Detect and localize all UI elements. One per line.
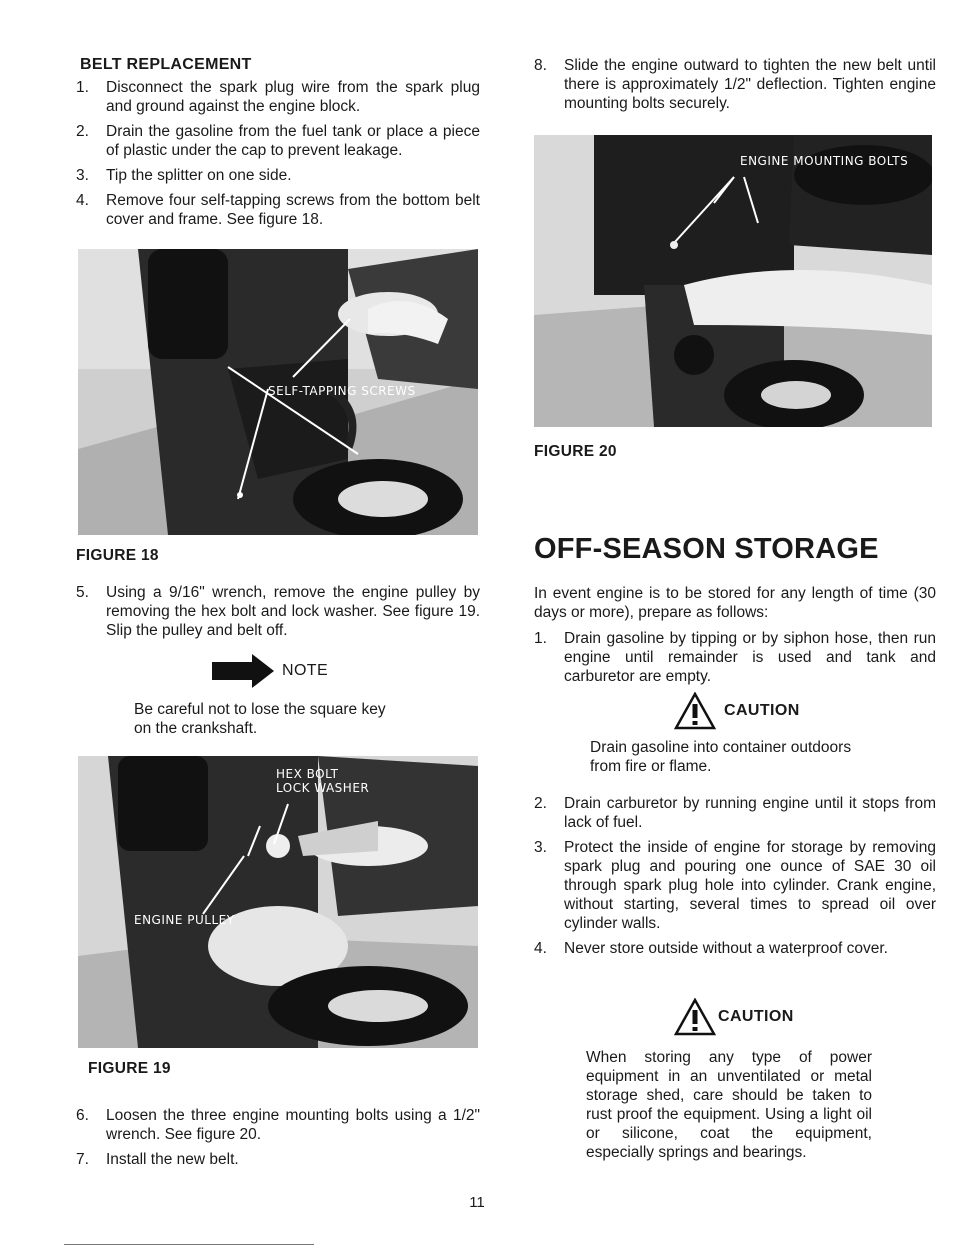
- caution-notice-2: [534, 998, 936, 1036]
- storage-intro: In event engine is to be stored for any length of time (30 days or more), prepare as follows:: [534, 585, 936, 621]
- belt-step-1: 1. Disconnect the spark plug wire from the spark plug and ground against the engine block.: [76, 79, 480, 115]
- hex-bolt-label: HEX BOLT: [276, 767, 339, 781]
- storage-step-2: 2. Drain carburetor by running engine until it stops from lack of fuel.: [534, 795, 936, 831]
- belt-step-5: 5. Using a 9/16" wrench, remove the engine pulley by removing the hex bolt and lock washer. See figure 19. Slip the pulley and belt off.: [76, 584, 480, 639]
- note-text: Be careful not to lose the square key on the crankshaft.: [134, 701, 386, 737]
- warning-triangle-icon: [674, 998, 716, 1036]
- off-season-storage-title: OFF-SEASON STORAGE: [534, 533, 879, 565]
- belt-step-7: 7. Install the new belt.: [76, 1151, 239, 1168]
- warning-triangle-icon: [674, 692, 716, 730]
- note-notice: [76, 654, 480, 688]
- footer-rule: [64, 1244, 314, 1245]
- storage-step-3: 3. Protect the inside of engine for storage by removing spark plug and pouring one ounce of SAE 30 oil through spark plug hole into cylinder. Crank engine, without starting, several times to spread oil over cylinder walls.: [534, 839, 936, 932]
- figure-19-photo: [78, 756, 478, 1048]
- caution-word-1: CAUTION: [724, 702, 800, 719]
- figure-20-caption: FIGURE 20: [534, 443, 617, 460]
- caution-text-2: When storing any type of power equipment in an unventilated or metal storage shed, care should be taken to rust proof the equipment. Using a light oil or silicone, coat the equipment, especially springs and bearings.: [586, 1049, 872, 1161]
- caution-notice-1: [534, 692, 936, 730]
- engine-mounting-bolts-label: ENGINE MOUNTING BOLTS: [740, 154, 909, 168]
- storage-step-4: 4. Never store outside without a waterproof cover.: [534, 940, 888, 957]
- belt-step-3: 3. Tip the splitter on one side.: [76, 167, 292, 184]
- left-column: [76, 56, 480, 1175]
- figure-18-photo: [78, 249, 478, 535]
- lock-washer-label: LOCK WASHER: [276, 781, 370, 795]
- caution-word-2: CAUTION: [718, 1008, 794, 1025]
- belt-step-2: 2. Drain the gasoline from the fuel tank or place a piece of plastic under the cap to prevent leakage.: [76, 123, 480, 159]
- caution-text-1: Drain gasoline into container outdoors from fire or flame.: [590, 739, 852, 775]
- note-word: NOTE: [282, 662, 329, 679]
- belt-replacement-heading: BELT REPLACEMENT: [80, 56, 252, 73]
- figure-20-photo: [534, 135, 932, 427]
- page-number: 11: [469, 1194, 485, 1211]
- right-column: [534, 56, 936, 1162]
- belt-step-8: 8. Slide the engine outward to tighten the new belt until there is approximately 1/2" deflection. Tighten engine mounting bolts securely.: [534, 57, 936, 112]
- figure-19-caption: FIGURE 19: [88, 1060, 171, 1077]
- figure-19-illustration: [78, 756, 478, 1048]
- belt-step-4: 4. Remove four self-tapping screws from the bottom belt cover and frame. See figure 18.: [76, 192, 480, 228]
- engine-pulley-label: ENGINE PULLEY: [134, 913, 235, 927]
- belt-step-6: 6. Loosen the three engine mounting bolts using a 1/2" wrench. See figure 20.: [76, 1107, 480, 1143]
- storage-step-1: 1. Drain gasoline by tipping or by siphon hose, then run engine until remainder is used and tank and carburetor are empty.: [534, 630, 936, 685]
- arrow-right-icon: [212, 654, 274, 688]
- self-tapping-screws-label: SELF-TAPPING SCREWS: [268, 384, 416, 398]
- figure-20-illustration: [534, 135, 932, 427]
- figure-18-caption: FIGURE 18: [76, 547, 159, 564]
